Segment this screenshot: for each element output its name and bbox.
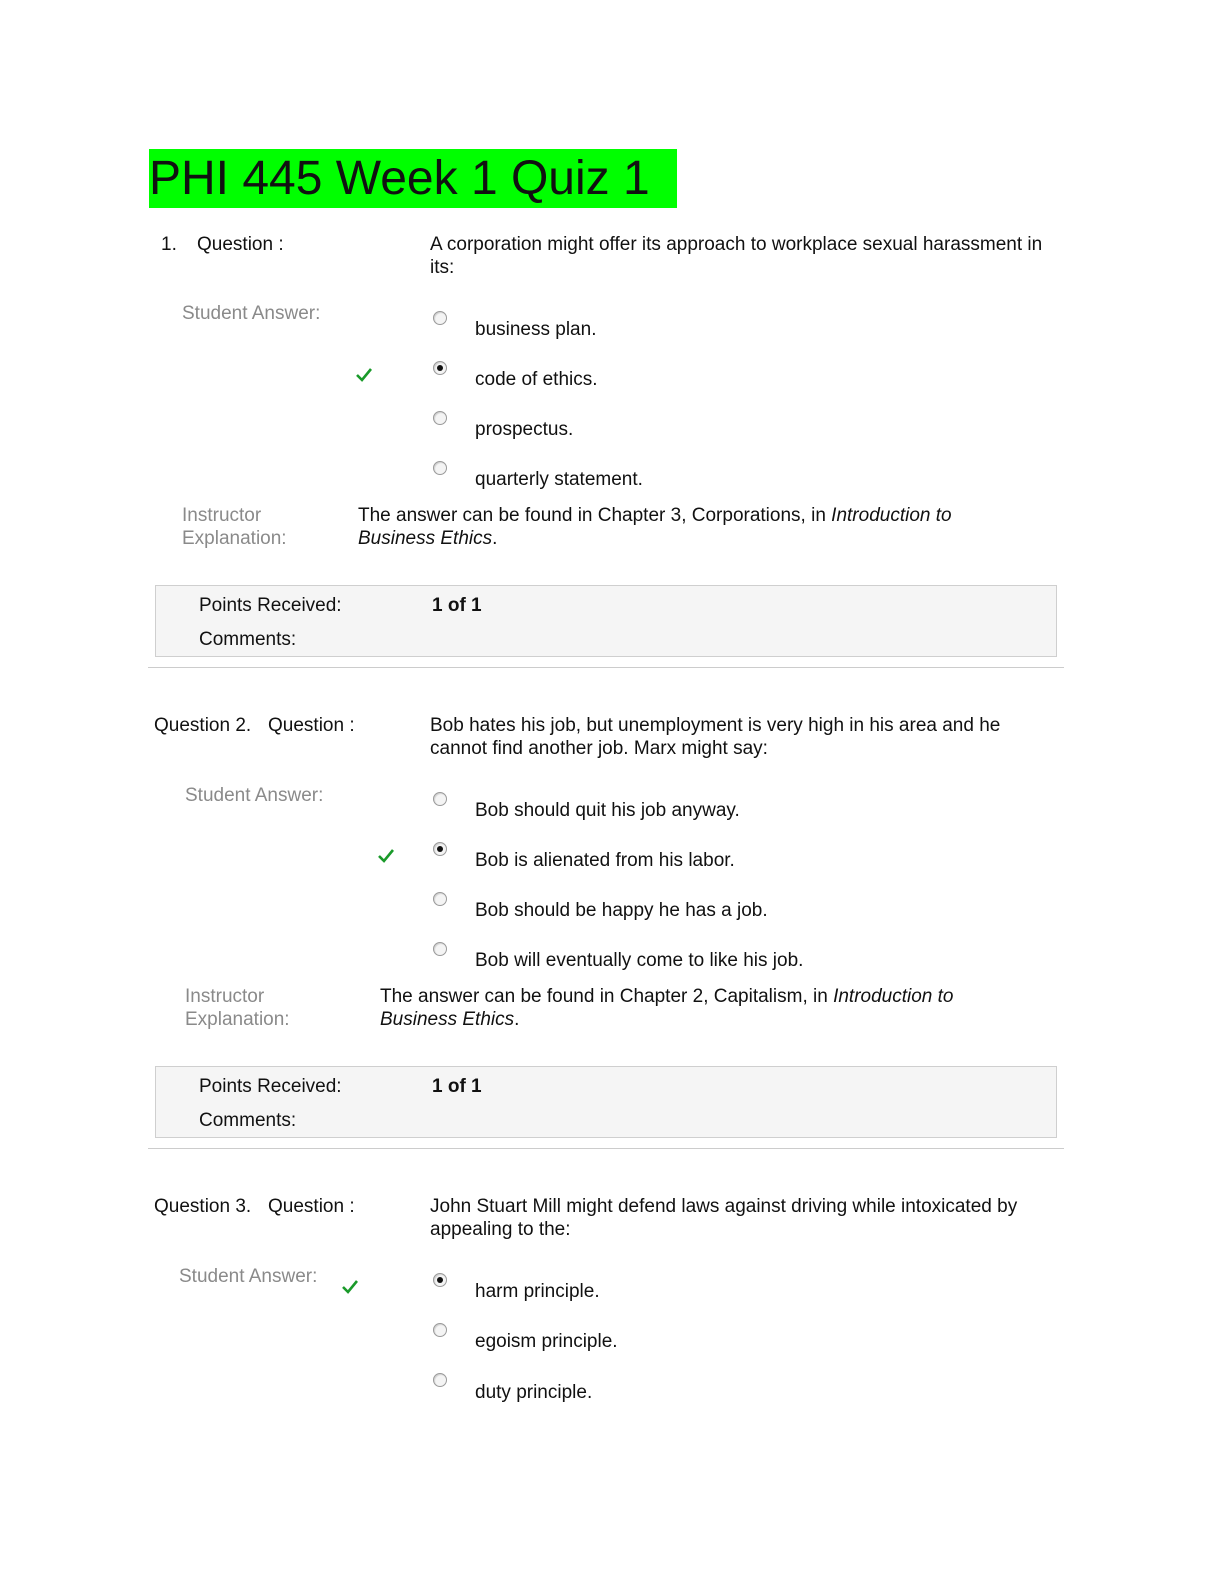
answer-radio[interactable] [433,1323,447,1337]
comments-label: Comments: [199,629,297,650]
answer-radio-selected[interactable] [433,842,447,856]
answer-radio[interactable] [433,792,447,806]
question-number: Question 3. [154,1196,252,1217]
answer-option: Bob should be happy he has a job. [475,900,768,921]
explanation-label: Explanation: [185,1009,290,1030]
page-title: PHI 445 Week 1 Quiz 1 [149,149,677,208]
points-value: 1 of 1 [432,1076,482,1097]
book-title: Introduction to Business Ethics [358,505,952,549]
explanation-end: . [514,1009,520,1030]
correct-check-icon [356,368,372,382]
question-number: 1. [161,234,177,255]
answer-radio[interactable] [433,411,447,425]
question-text: Bob hates his job, but unemployment is very high in his area and he cannot find another job. Marx might say: [430,715,1001,759]
student-answer-label: Student Answer: [182,303,321,324]
correct-check-icon [342,1280,358,1294]
answer-option: harm principle. [475,1281,600,1302]
explanation-label: Explanation: [182,528,287,549]
instructor-label: Instructor [185,986,265,1007]
answer-radio[interactable] [433,461,447,475]
answer-radio-selected[interactable] [433,1273,447,1287]
instructor-explanation [380,985,1000,1031]
question-label: Question : [268,1196,355,1217]
instructor-label: Instructor [182,505,262,526]
explanation-text: The answer can be found in Chapter 2, Capitalism, in [380,986,834,1007]
answer-radio-selected[interactable] [433,361,447,375]
answer-option: Bob will eventually come to like his job. [475,950,804,971]
question-number: Question 2. [154,715,252,736]
explanation-text: The answer can be found in Chapter 3, Corporations, in [358,505,832,526]
answer-radio[interactable] [433,942,447,956]
question-label: Question : [268,715,355,736]
explanation-end: . [492,528,498,549]
question-divider [148,1148,1064,1149]
answer-radio[interactable] [433,1373,447,1387]
answer-option: code of ethics. [475,369,598,390]
question-text: A corporation might offer its approach to workplace sexual harassment in its: [430,234,1043,278]
answer-option: duty principle. [475,1382,593,1403]
answer-option: quarterly statement. [475,469,643,490]
student-answer-label: Student Answer: [185,785,324,806]
question-label: Question : [197,234,284,255]
answer-option: business plan. [475,319,597,340]
question-divider [148,667,1064,668]
comments-label: Comments: [199,1110,297,1131]
points-received-label: Points Received: [199,1076,342,1097]
answer-option: Bob is alienated from his labor. [475,850,735,871]
answer-radio[interactable] [433,311,447,325]
instructor-explanation [358,504,998,550]
correct-check-icon [378,849,394,863]
points-value: 1 of 1 [432,595,482,616]
answer-option: Bob should quit his job anyway. [475,800,740,821]
question-text: John Stuart Mill might defend laws against driving while intoxicated by appealing to the: [430,1196,1018,1240]
answer-option: prospectus. [475,419,574,440]
points-received-label: Points Received: [199,595,342,616]
student-answer-label: Student Answer: [179,1266,318,1287]
answer-radio[interactable] [433,892,447,906]
book-title: Introduction to Business Ethics [380,986,954,1030]
answer-option: egoism principle. [475,1331,618,1352]
